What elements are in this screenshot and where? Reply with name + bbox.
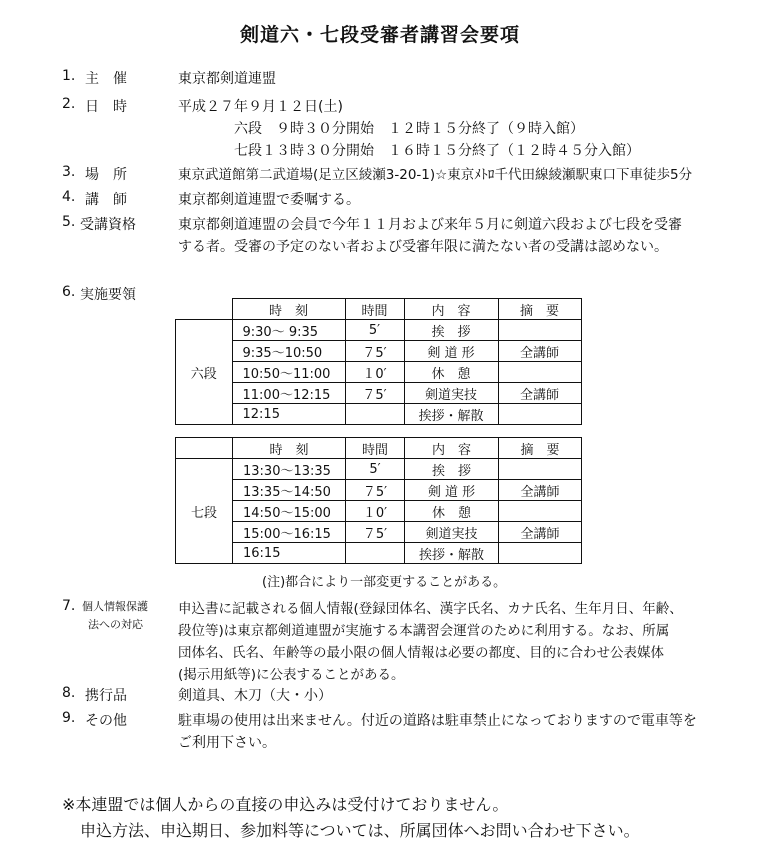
- text-line: ご利用下さい。: [178, 735, 276, 751]
- table-row: [176, 404, 582, 425]
- label-line: 個人情報保護: [82, 600, 148, 613]
- item-number: 3.: [62, 164, 76, 180]
- duration-cell: 5′: [346, 459, 405, 480]
- content-cell: 挨 拶: [404, 320, 498, 341]
- column-header-time: 時 刻: [233, 438, 346, 459]
- column-header-content: 内 容: [404, 299, 498, 320]
- time-cell: 9:30～ 9:35: [232, 320, 345, 341]
- rank-label: 七段: [176, 459, 233, 564]
- content-cell: 休 憩: [404, 362, 498, 383]
- item-number: 8.: [62, 685, 76, 701]
- summary-cell: [499, 501, 582, 522]
- duration-cell: ７5′: [346, 480, 405, 501]
- summary-cell: [498, 404, 581, 425]
- table-row: [176, 543, 582, 564]
- table-row: [176, 459, 582, 480]
- summary-cell: [499, 543, 582, 564]
- item-text: [178, 96, 738, 162]
- table-row: [176, 501, 582, 522]
- footer-notice: [62, 792, 640, 844]
- table-row: [176, 341, 582, 362]
- duration-cell: １0′: [346, 501, 405, 522]
- rokudan-time-line: 六段 ９時３０分開始 １２時１５分終了（９時入館）: [234, 121, 584, 137]
- summary-cell: [499, 459, 582, 480]
- time-cell: 16:15: [233, 543, 346, 564]
- item-text: [178, 710, 738, 754]
- nanadan-schedule-table: [175, 437, 582, 564]
- duration-cell: 5′: [345, 320, 404, 341]
- text-line: 駐車場の使用は出来ません。付近の道路は駐車禁止になっておりますので電車等を: [178, 713, 697, 729]
- column-header-duration: 時間: [345, 299, 404, 320]
- summary-cell: 全講師: [498, 341, 581, 362]
- table-row: [176, 480, 582, 501]
- item-text: 東京武道館第二武道場(足立区綾瀬3-20-1)☆東京ﾒﾄﾛ千代田線綾瀬駅東口下車徒歩5分: [178, 167, 693, 183]
- column-header-content: 内 容: [405, 438, 499, 459]
- content-cell: 休 憩: [405, 501, 499, 522]
- item-label: 主 催: [85, 71, 127, 87]
- column-header-duration: 時間: [346, 438, 405, 459]
- item-number: 2.: [62, 96, 76, 112]
- item-label: 講 師: [85, 192, 127, 208]
- column-header-summary: 摘 要: [498, 299, 581, 320]
- item-label: [82, 598, 172, 634]
- table-corner: [176, 299, 233, 320]
- item-label: 実施要領: [80, 287, 136, 303]
- table-row: [176, 320, 582, 341]
- schedule-note: (注)都合により一部変更することがある。: [262, 575, 507, 590]
- content-cell: 挨拶・解散: [404, 404, 498, 425]
- duration-cell: １0′: [345, 362, 404, 383]
- item-number: 6.: [62, 284, 76, 300]
- rank-label: 六段: [176, 320, 233, 425]
- item-number: 5.: [62, 214, 76, 230]
- item-number: 4.: [62, 189, 76, 205]
- text-line: 段位等)は東京都剣道連盟が実施する本講習会運営のために利用する。なお、所属: [178, 623, 670, 639]
- table-corner: [176, 438, 233, 459]
- item-text: 剣道具、木刀（大・小）: [178, 688, 332, 704]
- summary-cell: [498, 362, 581, 383]
- text-line: 申込書に記載される個人情報(登録団体名、漢字氏名、カナ氏名、生年月日、年齢、: [178, 601, 683, 617]
- table-row: [176, 522, 582, 543]
- date-line: 平成２７年９月１２日(土): [178, 99, 343, 115]
- summary-cell: [498, 320, 581, 341]
- time-cell: 12:15: [232, 404, 345, 425]
- summary-cell: 全講師: [498, 383, 581, 404]
- duration-cell: [346, 543, 405, 564]
- table-header-row: [176, 438, 582, 459]
- time-cell: 9:35～10:50: [232, 341, 345, 362]
- text-line: 団体名、氏名、年齢等の最小限の個人情報は必要の都度、目的に合わせ公表媒体: [178, 645, 664, 661]
- table-row: [176, 362, 582, 383]
- item-number: 1.: [62, 68, 76, 84]
- time-cell: 15:00～16:15: [233, 522, 346, 543]
- label-line: 法への対応: [88, 618, 143, 631]
- item-label: 日 時: [85, 99, 127, 115]
- table-row: [176, 383, 582, 404]
- content-cell: 挨拶・解散: [405, 543, 499, 564]
- text-line: (掲示用紙等)に公表することがある。: [178, 667, 405, 683]
- item-number: 9.: [62, 710, 76, 726]
- column-header-time: 時 刻: [232, 299, 345, 320]
- document-title: 剣道六・七段受審者講習会要項: [239, 24, 520, 46]
- item-label: その他: [85, 713, 127, 729]
- content-cell: 剣 道 形: [404, 341, 498, 362]
- item-number: 7.: [62, 598, 76, 614]
- content-cell: 挨 拶: [405, 459, 499, 480]
- table-header-row: [176, 299, 582, 320]
- time-cell: 11:00～12:15: [232, 383, 345, 404]
- item-text: [178, 598, 738, 686]
- nanadan-time-line: 七段１３時３０分開始 １６時１５分終了（１２時４５分入館）: [234, 143, 640, 159]
- footer-line: 申込方法、申込期日、参加料等については、所属団体へお問い合わせ下さい。: [80, 821, 640, 840]
- time-cell: 14:50～15:00: [233, 501, 346, 522]
- text-line: する者。受審の予定のない者および受審年限に満たない者の受講は認めない。: [178, 239, 668, 255]
- duration-cell: [345, 404, 404, 425]
- item-label: 受講資格: [80, 217, 136, 233]
- summary-cell: 全講師: [499, 480, 582, 501]
- content-cell: 剣道実技: [404, 383, 498, 404]
- column-header-summary: 摘 要: [499, 438, 582, 459]
- item-label: 場 所: [85, 167, 127, 183]
- footer-line: ※本連盟では個人からの直接の申込みは受付けておりません。: [62, 795, 509, 814]
- item-text: 東京都剣道連盟: [178, 71, 276, 87]
- duration-cell: ７5′: [345, 341, 404, 362]
- duration-cell: ７5′: [345, 383, 404, 404]
- item-label: 携行品: [85, 688, 127, 704]
- item-text: 東京都剣道連盟で委嘱する。: [178, 192, 360, 208]
- summary-cell: 全講師: [499, 522, 582, 543]
- time-cell: 13:35～14:50: [233, 480, 346, 501]
- duration-cell: ７5′: [346, 522, 405, 543]
- content-cell: 剣 道 形: [405, 480, 499, 501]
- time-cell: 13:30～13:35: [233, 459, 346, 480]
- rokudan-schedule-table: [175, 298, 582, 425]
- content-cell: 剣道実技: [405, 522, 499, 543]
- item-text: [178, 214, 738, 258]
- time-cell: 10:50～11:00: [232, 362, 345, 383]
- text-line: 東京都剣道連盟の会員で今年１１月および来年５月に剣道六段および七段を受審: [178, 217, 682, 233]
